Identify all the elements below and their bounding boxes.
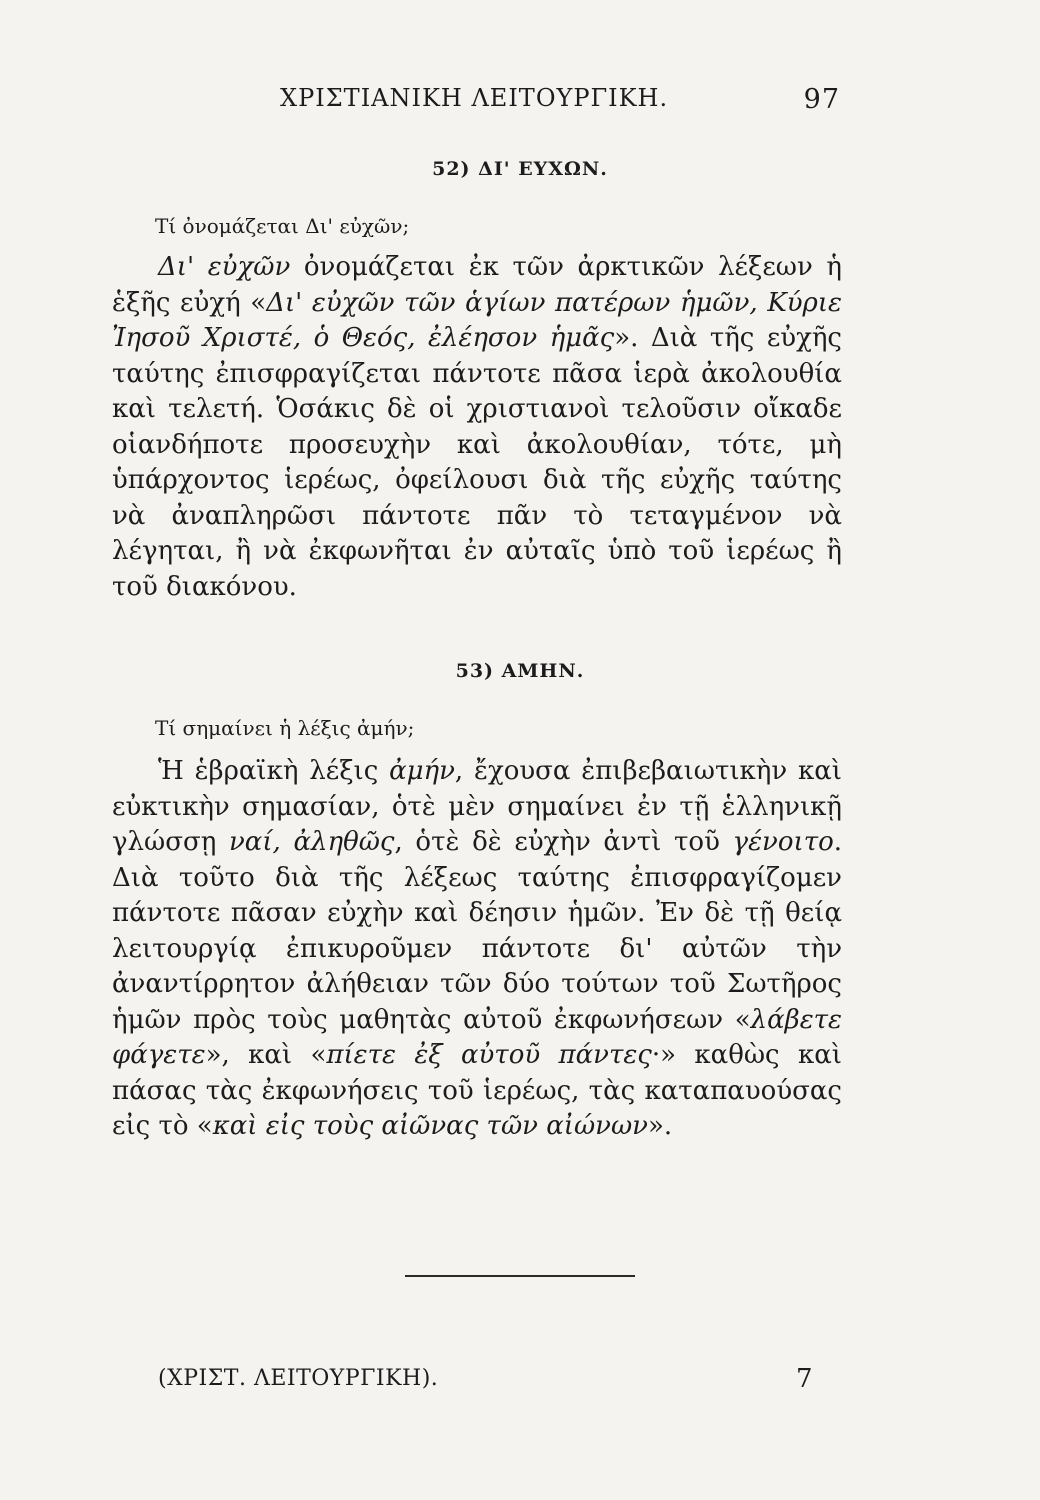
section-question: Τί σημαίνει ἡ λέξις ἀμήν; — [155, 716, 415, 740]
italic-run: ναί, ἀληθῶς — [228, 827, 395, 857]
section-heading: 53) ΑΜΗΝ. — [455, 660, 585, 682]
running-title: ΧΡΙΣΤΙΑΝΙΚΗ ΛΕΙΤΟΥΡΓΙΚΗ. — [280, 84, 669, 112]
page-number: 97 — [803, 84, 840, 115]
text-run: ὀνομάζεται ἐκ τῶν ἀρκτικῶν λέξεων ἡ ἑξῆς εὐχή « — [112, 252, 842, 318]
italic-run: Δι' εὐχῶν τῶν ἁγίων πατέρων ἡμῶν, Κύριε Ἰησοῦ Χριστέ, ὁ Θεός, ἐλέησον ἡμᾶς — [112, 287, 842, 353]
italic-run: γένοιτο — [732, 827, 834, 857]
printer-signature: (ΧΡΙΣΤ. ΛΕΙΤΟΥΡΓΙΚΗ). — [158, 1366, 439, 1391]
section-divider — [405, 1275, 635, 1277]
text-run: ». Διὰ τῆς εὐχῆς ταύτης ἐπισφραγίζεται πάντοτε πᾶσα ἱερὰ ἀκολουθία καὶ τελετή. Ὁσάκις δὲ οἱ χριστιανοὶ τελοῦσιν οἴκαδε οἱανδήποτε προσευχὴν καὶ ἀκολουθίαν, τότε, μὴ ὑπάρχοντος ἱερέως, ὀφείλουσι διὰ τῆς εὐχῆς ταύτης νὰ ἀναπληρῶσι πάντοτε πᾶν τὸ τεταγμένον νὰ λέγηται, ἢ νὰ ἐκφωνῆται ἐν αὐταῖς ὑπὸ τοῦ ἱερέως ἢ τοῦ διακόνου. — [112, 323, 842, 602]
section-question: Τί ὀνομάζεται Δι' εὐχῶν; — [155, 214, 410, 238]
section-heading: 52) ΔΙ' ΕΥΧΩΝ. — [432, 158, 608, 180]
text-run: ». — [647, 1111, 673, 1141]
text-run: . Διὰ τοῦτο διὰ τῆς λέξεως ταύτης ἐπισφραγίζομεν πάντοτε πᾶσαν εὐχὴν καὶ δέησιν ἡμῶν. Ἐν δὲ τῇ θείᾳ λειτουργίᾳ ἐπικυροῦμεν πάντοτε δι' αὐτῶν τὴν ἀναντίρρητον ἀλήθειαν τῶν δύο τούτων τοῦ Σωτῆρος ἡμῶν πρὸς τοὺς μαθητὰς αὐτοῦ ἐκφωνήσεων « — [112, 827, 842, 1035]
section-answer — [112, 754, 842, 1145]
italic-run: καὶ εἰς τοὺς αἰῶνας τῶν αἰώνων — [212, 1111, 648, 1141]
text-run: ·» καθὼς καὶ πάσας τὰς ἐκφωνήσεις τοῦ ἱερέως, τὰς καταπαυούσας εἰς τὸ « — [112, 1040, 842, 1141]
italic-run: πίετε ἐξ αὐτοῦ πάντες — [326, 1040, 652, 1070]
text-run: Ἡ ἑβραϊκὴ λέξις — [158, 756, 390, 786]
italic-run: λάβετε φάγετε — [112, 1004, 842, 1070]
text-run: , ὁτὲ δὲ εὐχὴν ἀντὶ τοῦ — [394, 827, 733, 857]
text-run: », καὶ « — [205, 1040, 327, 1070]
section-answer — [112, 250, 842, 605]
sheet-number: 7 — [796, 1364, 813, 1394]
text-run: , ἔχουσα ἐπιβεβαιωτικὴν καὶ εὐκτικὴν σημασίαν, ὁτὲ μὲν σημαίνει ἐν τῇ ἑλληνικῇ γλώσσῃ — [112, 756, 842, 857]
italic-run: Δι' εὐχῶν — [158, 252, 291, 282]
italic-run: ἀμήν — [389, 756, 455, 786]
